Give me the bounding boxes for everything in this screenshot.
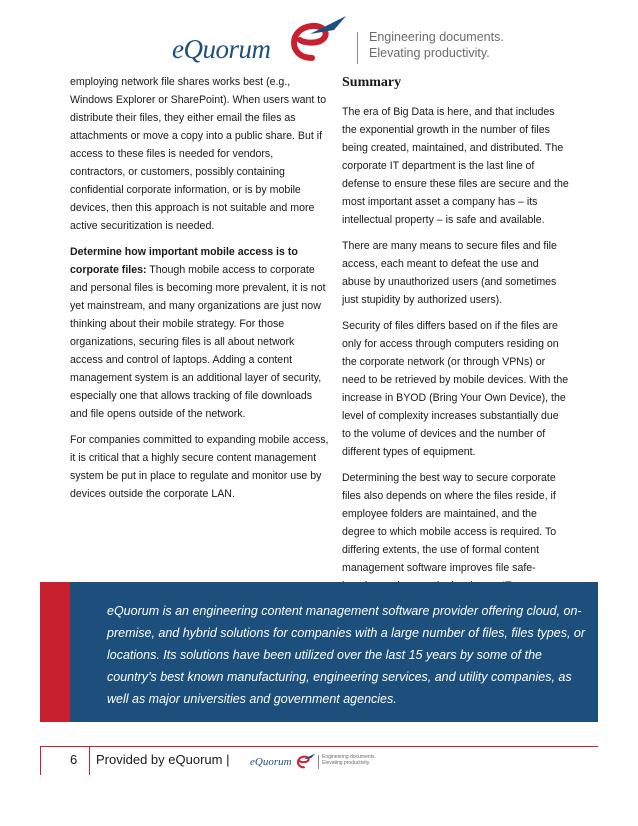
header-tagline <box>369 29 504 61</box>
left-paragraph-2-body: Though mobile access to corporate and personal files is becoming more prevalent, it is not yet mainstream, and many organizations are just now thinking about their mobile strategy. For those organizations, securing files is all about network access and control of laptops. Adding a content management system is an additional layer of security, especially one that allows tracking of file downloads and file opens outside of the network. <box>70 264 326 420</box>
page-header <box>0 12 638 64</box>
footer-tagline-line1: Engineering documents. <box>322 754 376 760</box>
header-divider <box>357 32 358 64</box>
left-paragraph-3: For companies committed to expanding mobile access, it is critical that a highly secure content management system be put in place to regulate and monitor use by devices outside the corporate LAN. <box>70 434 329 500</box>
mobile-access-heading: Determine how important mobile access is to corporate files: <box>70 246 298 276</box>
page-number-box <box>40 747 90 775</box>
equorum-logo-text: eQuorum <box>172 34 271 64</box>
footer-tagline-line2: Elevating productivity. <box>322 760 371 766</box>
banner-accent-bar <box>40 582 70 722</box>
equorum-logo-icon <box>282 14 348 64</box>
left-paragraph-1: employing network file shares works best (e.g., Windows Explorer or SharePoint). When users want to distribute their files, they either email the files as attachments or move a copy into a public share. But if access to these files is needed for vendors, contractors, or customers, possibly containing confidential corporate information, or is by mobile devices, then this approach is not suitable and more active securitization is needed. <box>70 76 327 232</box>
left-column <box>70 73 330 511</box>
company-description: eQuorum is an engineering content management software provider offering cloud, on-premise, and hybrid solutions for companies with a large number of files, files types, or locations. Its solutions have been utilized over the last 15 years by some of the country’s best known manufacturing, engineering services, and utility companies, as well as major universities and government agencies. <box>107 604 586 706</box>
footer-tagline <box>322 754 376 766</box>
right-column <box>342 73 570 603</box>
left-paragraph-2 <box>70 243 330 423</box>
summary-paragraph-4: Determining the best way to secure corporate files also depends on where the files reside, if employee folders are maintained, and the degree to which mobile access is required. To differing extents, the use of formal content management software improves file safe- <box>342 472 557 574</box>
footer-logo-icon <box>294 752 316 770</box>
page-number: 6 <box>70 752 78 767</box>
footer-logo-divider <box>318 755 319 769</box>
summary-paragraph-1: The era of Big Data is here, and that includes the exponential growth in the number of files being created, maintained, and distributed. The corporate IT department is the last line of defense to ensure these files are secure and the most important asset a company has – its intellectual property – is safe and available. <box>342 106 569 226</box>
footer-logo-text: eQuorum <box>250 756 292 768</box>
provided-by-text: Provided by eQuorum | <box>96 752 230 767</box>
tagline-line2: Elevating productivity. <box>369 46 490 60</box>
summary-paragraph-2: There are many means to secure files and file access, each meant to defeat the use and abuse by unauthorized users (and sometimes just stupidity by authorized users). <box>342 240 557 306</box>
footer-logo <box>250 752 390 774</box>
summary-heading: Summary <box>342 75 402 90</box>
summary-paragraph-3: Security of files differs based on if the files are only for access through computers residing on the corporate network (or through VPNs) or need to be retrieved by mobile devices. With the increase in BYOD (Bring Your Own Device), the level of complexity increases substantially due to the volume of devices and the number of different types of equipment. <box>342 320 569 458</box>
tagline-line1: Engineering documents. <box>369 30 504 44</box>
footer-rule <box>40 746 598 747</box>
